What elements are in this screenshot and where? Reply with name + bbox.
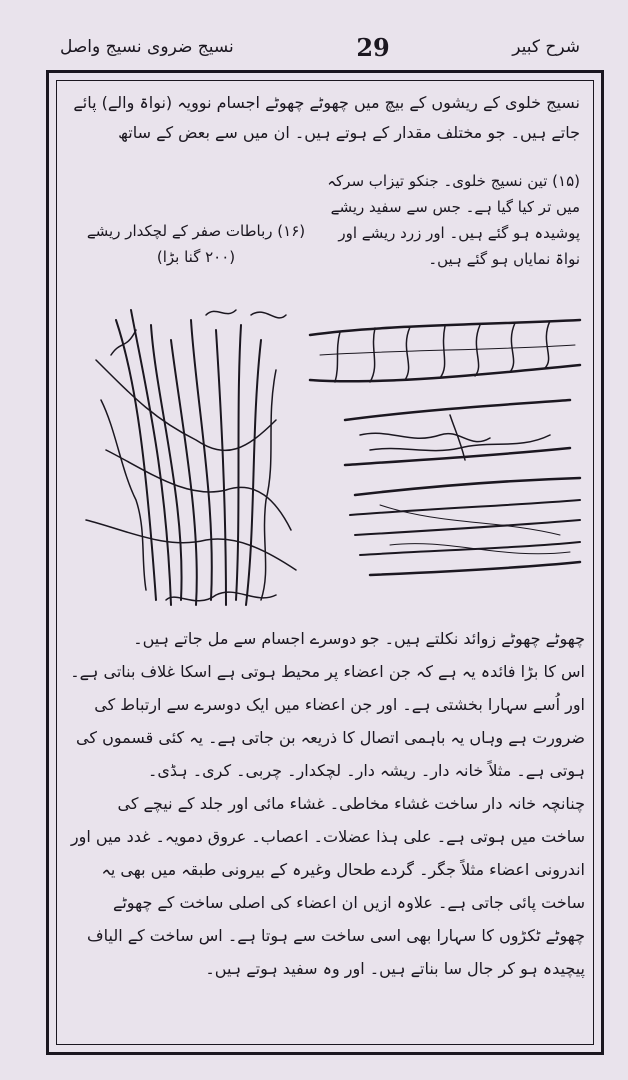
body-paragraph: چھوٹے چھوٹے زوائد نکلتے ہیں۔ جو دوسرے اجسام سے مل جاتے ہیں۔ — [133, 629, 585, 648]
body-text — [70, 622, 585, 985]
header-book-title: شرح کبیر — [512, 37, 580, 57]
intro-paragraph: نسیج خلوی کے ریشوں کے بیچ میں چھوٹے چھوٹے اجسام نوویہ (نواۃ والے) پائے جاتے ہیں۔ جو مختلف مقدار کے ہوتے ہیں۔ ان میں سے بعض کے ساتھ — [73, 93, 580, 142]
page-number: 29 — [356, 32, 390, 62]
connective-tissue-strands-illustration-icon — [300, 310, 590, 590]
body-paragraph: چنانچہ خانہ دار ساخت غشاء مخاطی۔ غشاء مائی اور جلد کے نیچے کی ساخت میں ہوتی ہے۔ علی ہذا عضلات۔ اعصاب۔ عروق دمویہ۔ غدد میں اور اندرونی اعضاء مثلاً جگر۔ گردے طحال وغیرہ کے بیرونی طبقہ میں بھی یہ ساخت پائی جاتی ہے۔ علاوہ ازیں ان اعضاء کی اصلی ساخت کے چھوٹے چھوٹے ٹکڑوں کا سہارا بھی اسی ساخت سے ہوتا ہے۔ اس ساخت کے الیاف پیچیدہ ہو کر جال سا بناتے ہیں۔ اور وہ سفید ہوتے ہیں۔ — [70, 794, 585, 978]
figure-caption-16: (۱۶) رباطات صفر کے لچکدار ریشے (۲۰۰ گنا بڑا) — [86, 222, 306, 266]
elastic-fibers-illustration-icon — [76, 300, 306, 615]
header-chapter-title: نسیج ضروی نسیج واصل — [60, 37, 234, 57]
figure-caption-15: (۱۵) تین نسیج خلوی۔ جنکو تیزاب سرکہ میں تر کیا گیا ہے۔ جس سے سفید ریشے پوشیدہ ہو گئے ہیں۔ اور زرد ریشے اور نواۃ نمایاں ہو گئے ہیں۔ — [327, 172, 580, 268]
page-header — [60, 30, 580, 64]
body-paragraph: اس کا بڑا فائدہ یہ ہے کہ جن اعضاء پر محیط ہوتی ہے اسکا غلاف بناتی ہے۔ اور اُسے سہارا بخشتی ہے۔ اور جن اعضاء میں ایک دوسرے سے ارتباط کی ضرورت ہے وہاں یہ باہمی اتصال کا ذریعہ بن جاتی ہے۔ یہ کئی قسموں کی ہوتی ہے۔ مثلاً خانہ دار۔ ریشہ دار۔ لچکدار۔ چربی۔ کری۔ ہڈی۔ — [70, 662, 585, 780]
